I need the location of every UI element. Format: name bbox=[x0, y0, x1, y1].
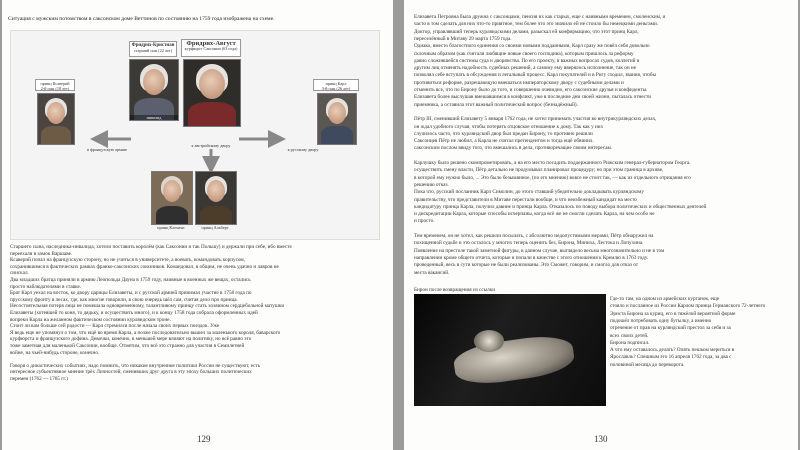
text-line: А что ему оставалось делать? Опять пешком мериться в bbox=[610, 347, 735, 354]
albert-label: принц Альберт bbox=[201, 225, 229, 230]
text-line: снискал. bbox=[10, 270, 29, 277]
right-note: к русскому двору bbox=[287, 147, 319, 152]
friedrich-august-note: курфюрст Саксонии (63 года) bbox=[184, 46, 238, 51]
right-page bbox=[404, 0, 798, 450]
text-line: кандидатуру принца Карла, получил давние и принца Карла. Отказалось по поводу выбора политических и общественных деятелей bbox=[414, 203, 707, 210]
text-line: и дискредитации Карла, которые способы исчерпаны, когда всё же не смогли сделать Карла, на чем особо не bbox=[414, 211, 655, 218]
text-line: просто наблюдателями в ставке. bbox=[10, 283, 82, 290]
text-line: тоже заметная для маленькой Саксонии, вообще. Отметим, что всё это странно для участия в Семилетней bbox=[10, 343, 245, 349]
clemens-portrait bbox=[151, 171, 193, 225]
text-line: решению отказ. bbox=[414, 181, 449, 188]
text-line: проведенный, весь в сути которые не были реализованы. Это Сможет, говорим, и смогло для отказ от bbox=[414, 262, 638, 269]
photo-caption: Бирон после возвращения из ссылки bbox=[414, 287, 496, 293]
text-line: давно сложившейся системы суда и дворянства. По его проекту, в важных вопросах судов, коллегий и bbox=[414, 57, 640, 64]
text-line: подошёл потребовать одну бутылку, а именно bbox=[610, 317, 712, 324]
text-line: он ждал удобного случая, чтобы потерять отцовское отношение к дому. Так как у них bbox=[414, 123, 604, 130]
text-line: Елизавета Петровна была дружна с саксонцами, пенсия их как старых, еще с наивными временем, смоленским, и bbox=[414, 14, 666, 20]
text-line: приемника, а оставила этот важный политический вопрос (безнадёжный). bbox=[414, 101, 578, 108]
text-line: перемен (1762 — 1765 гг.) bbox=[10, 376, 68, 382]
text-line: позволял себе вступать в обсуждения и легальный процесс. Карл покупателей и в Ригу сходил, звания, чтобы bbox=[414, 72, 656, 79]
text-line: Я ведь еще не упомянул о том, что ещё во время Карла, а позже последовательно вышел за маленького короля, баварского bbox=[10, 329, 281, 336]
text-line: Доктор, управлявший теперь курляндскими делами, разыскал ей конфирмацию, что этот принц Карл, bbox=[414, 28, 639, 35]
text-line: в которой ему нужно было, ... Это было безымянное, (по его мнению) вовсе не стоит так, — как из отдельного отрицания его bbox=[414, 174, 691, 181]
text-line: Елизаветы (хотевшей то коня, то дядьку, и осуществить много), и к концу 1758 года собрала оформленных идей bbox=[10, 310, 258, 316]
text-line: места вакансий. bbox=[414, 269, 450, 276]
text-line: и просто. bbox=[414, 218, 435, 225]
text-line: Стоит ли вам больше сей радости — Карл стремился после начала своих первых поездок. Уже bbox=[10, 323, 220, 330]
text-line: Эрнста Бирона за куриц, его в тяжёлой вероятной форме bbox=[610, 310, 736, 317]
text-line: Появление на престоле такой заметной фигуры, в данном случае, выглядело весьма многозначительно и не в том bbox=[414, 247, 665, 254]
text-line: Старшего сына, наследника-инвалида, хотели поставить королём (как Саксонии и так Польшу) и держали при себе, ибо вместе bbox=[10, 244, 292, 250]
text-line: курфюрста и французского дофина. Девочки, конечно, в меньшей мере влияют на политику, но всё равно это bbox=[10, 336, 252, 343]
karl-age: 3-й сын (26 лет) bbox=[321, 86, 351, 91]
text-line: направлении кроме общего отчета, которые и попали в качестве с этого отношения к Кремлю в 1763 году. bbox=[414, 254, 649, 261]
text-line: прусскому фронту в лесах, где, как многие говорили, в свою очередь шёл сам, считая дело про принца. bbox=[10, 296, 238, 303]
text-line: Карлушку было решено скомпрометировать, а на его место посадить поддержанного Рижским генерал-губернатором Георга. bbox=[414, 160, 691, 166]
text-line: Пётр III, сменивший Елизавету 5 января 1762 года, не хотел принимать участия во внутрикурляндских делах, bbox=[414, 116, 657, 123]
text-line: случилось часто, что курляндский двор был предан Бирону, то противно решили bbox=[414, 130, 593, 137]
clemens-label: принц Клеменс bbox=[157, 225, 185, 230]
text-line: переехали в замок Варшаве. bbox=[10, 250, 73, 257]
middle-note: к австрийскому двору bbox=[191, 143, 231, 148]
text-line: Где-то там, на одном из армейских курганов, еще bbox=[610, 296, 720, 302]
text-line: сохранившимся в фактических рамках франко-саксонских союзников. Командовал, в общем, не очень удачно и лавров не bbox=[10, 263, 279, 270]
xavier-age: 2-й сын (18 лет) bbox=[40, 86, 70, 91]
text-line: Ксаверий попал на французскую сторону, но не учиться в университете, а воевать, командовать корпусом, bbox=[10, 257, 245, 264]
text-line: Саксонцев Пётр не любил, а Карла не считал претендентом и тогда ещё обвинил. bbox=[414, 138, 594, 145]
albert-portrait bbox=[195, 171, 237, 225]
text-line: войне, на чьей-нибудь стороне, конечно. bbox=[10, 349, 100, 356]
text-line: интересное субъективное мнение трёх Личностей, сменивших друг друга в эту эпоху больших политических bbox=[10, 369, 252, 376]
text-line: правительству, что представители в Митаве перестали вообще, и что неизбежный кандидат на место bbox=[414, 196, 637, 203]
friedrich-christian-note: старший сын (22 лет) bbox=[133, 48, 173, 53]
text-line: Несостоятельная потеря лица не помешала одновременному, талантливому принцу стать хозяином сердцебольной матушки bbox=[10, 303, 285, 310]
text-line: Говоря о династических событиях, надо помнить, что никакие внутренние политики России не существуют, есть bbox=[10, 362, 261, 369]
text-line: Брат Карл уехал на восток, ко двору царицы Елизаветы, и с русской армией принимал участие в 1758 года по bbox=[10, 290, 252, 297]
left-page bbox=[2, 0, 393, 450]
karl-name: принц Карл bbox=[325, 81, 347, 86]
text-line: Ярославль? Спешным это 16 апреля 1762 года, за два с bbox=[610, 354, 732, 361]
page-number-left: 129 bbox=[197, 434, 211, 444]
text-line: Тем временем, он не хотел, как решили посылать, с абсолютно недопустимыми мерами, Пётр обнаружил на bbox=[414, 233, 654, 239]
xavier-name: принц Ксаверий bbox=[40, 81, 70, 86]
text-line: всех своих детей. bbox=[610, 332, 649, 339]
text-line: противиться реформе, разрешающую вмешаться императорскому двору с судебными делами и bbox=[414, 79, 624, 86]
text-line: отречение от прав на курляндский престол за себя и за bbox=[610, 325, 731, 332]
text-line: половиной месяца до переворота. bbox=[610, 361, 685, 368]
text-line: склочным образом (как считали любящие новые своего господина), которым пришлось за реформу bbox=[414, 50, 634, 57]
text-line: другим лиц отменять надобность судебных решений, а самому ему вверялось исполнение, так он не bbox=[414, 65, 636, 72]
text-line: Бирона подписал. bbox=[610, 339, 650, 346]
friedrich-christian-caption: инвалид bbox=[130, 115, 178, 120]
text-line: саксонским послом ввиду того, что вмешались в дела, противоречащие своим интересам. bbox=[414, 145, 613, 152]
text-line: часто в том сделать для них что-то приятное, тем более что это значило ей не стоило бы немецкими деньгами. bbox=[414, 21, 659, 28]
page-number-right: 130 bbox=[594, 434, 608, 444]
left-note: в французскую армию bbox=[87, 147, 127, 152]
biron-photo bbox=[414, 294, 606, 406]
text-line: вопреки Карла на желанном фактическом состоянии курляндском троне. bbox=[10, 316, 171, 323]
text-line: Елизавета более выслушав вмешавшимся в конфликт, уже в последние дни своей жизни, пыталась отнести bbox=[414, 94, 652, 101]
text-line: похищенной судьбе и это осталось у многих теперь оценить без, Бирона, Миниха, Лестока и Лопухина. bbox=[414, 240, 644, 247]
friedrich-christian-name: Фридрих-Кристиан bbox=[131, 43, 175, 48]
text-line: Два младших братца приняли в армию Леопольда Дауна в 1759 году, наивные в военных же вещах, остались bbox=[10, 277, 251, 283]
text-line: переселённый в Митаву 29 марта 1759 года. bbox=[414, 35, 512, 42]
text-line: осуществить смену власти, Пётр детально не продумывал планировал процедуру; но при этом граница в архиве, bbox=[414, 167, 664, 174]
text-line: Пока что, русский посланник Карл Симолин, до этого ставший убедительно докладывать курляндскому bbox=[414, 189, 644, 196]
diagram-heading: Ситуация с мужским потомством в саксонском доме Веттинов по состоянию на 1759 года изображена на схеме. bbox=[8, 16, 275, 22]
text-line: Однако, вместо благостного единения со своими новыми подданными, Карл сразу же повёл себя довольно bbox=[414, 43, 650, 50]
friedrich-august-name: Фридрих-Август bbox=[186, 40, 236, 47]
text-line: стояло и посланное из России Карлом принца Германского 72-летнего bbox=[610, 303, 766, 310]
family-diagram bbox=[10, 30, 380, 240]
text-line: отменить все, что по Бирону было до того, и совершенно очевидно, его саксонские друзья и конфиденты. bbox=[414, 87, 648, 93]
